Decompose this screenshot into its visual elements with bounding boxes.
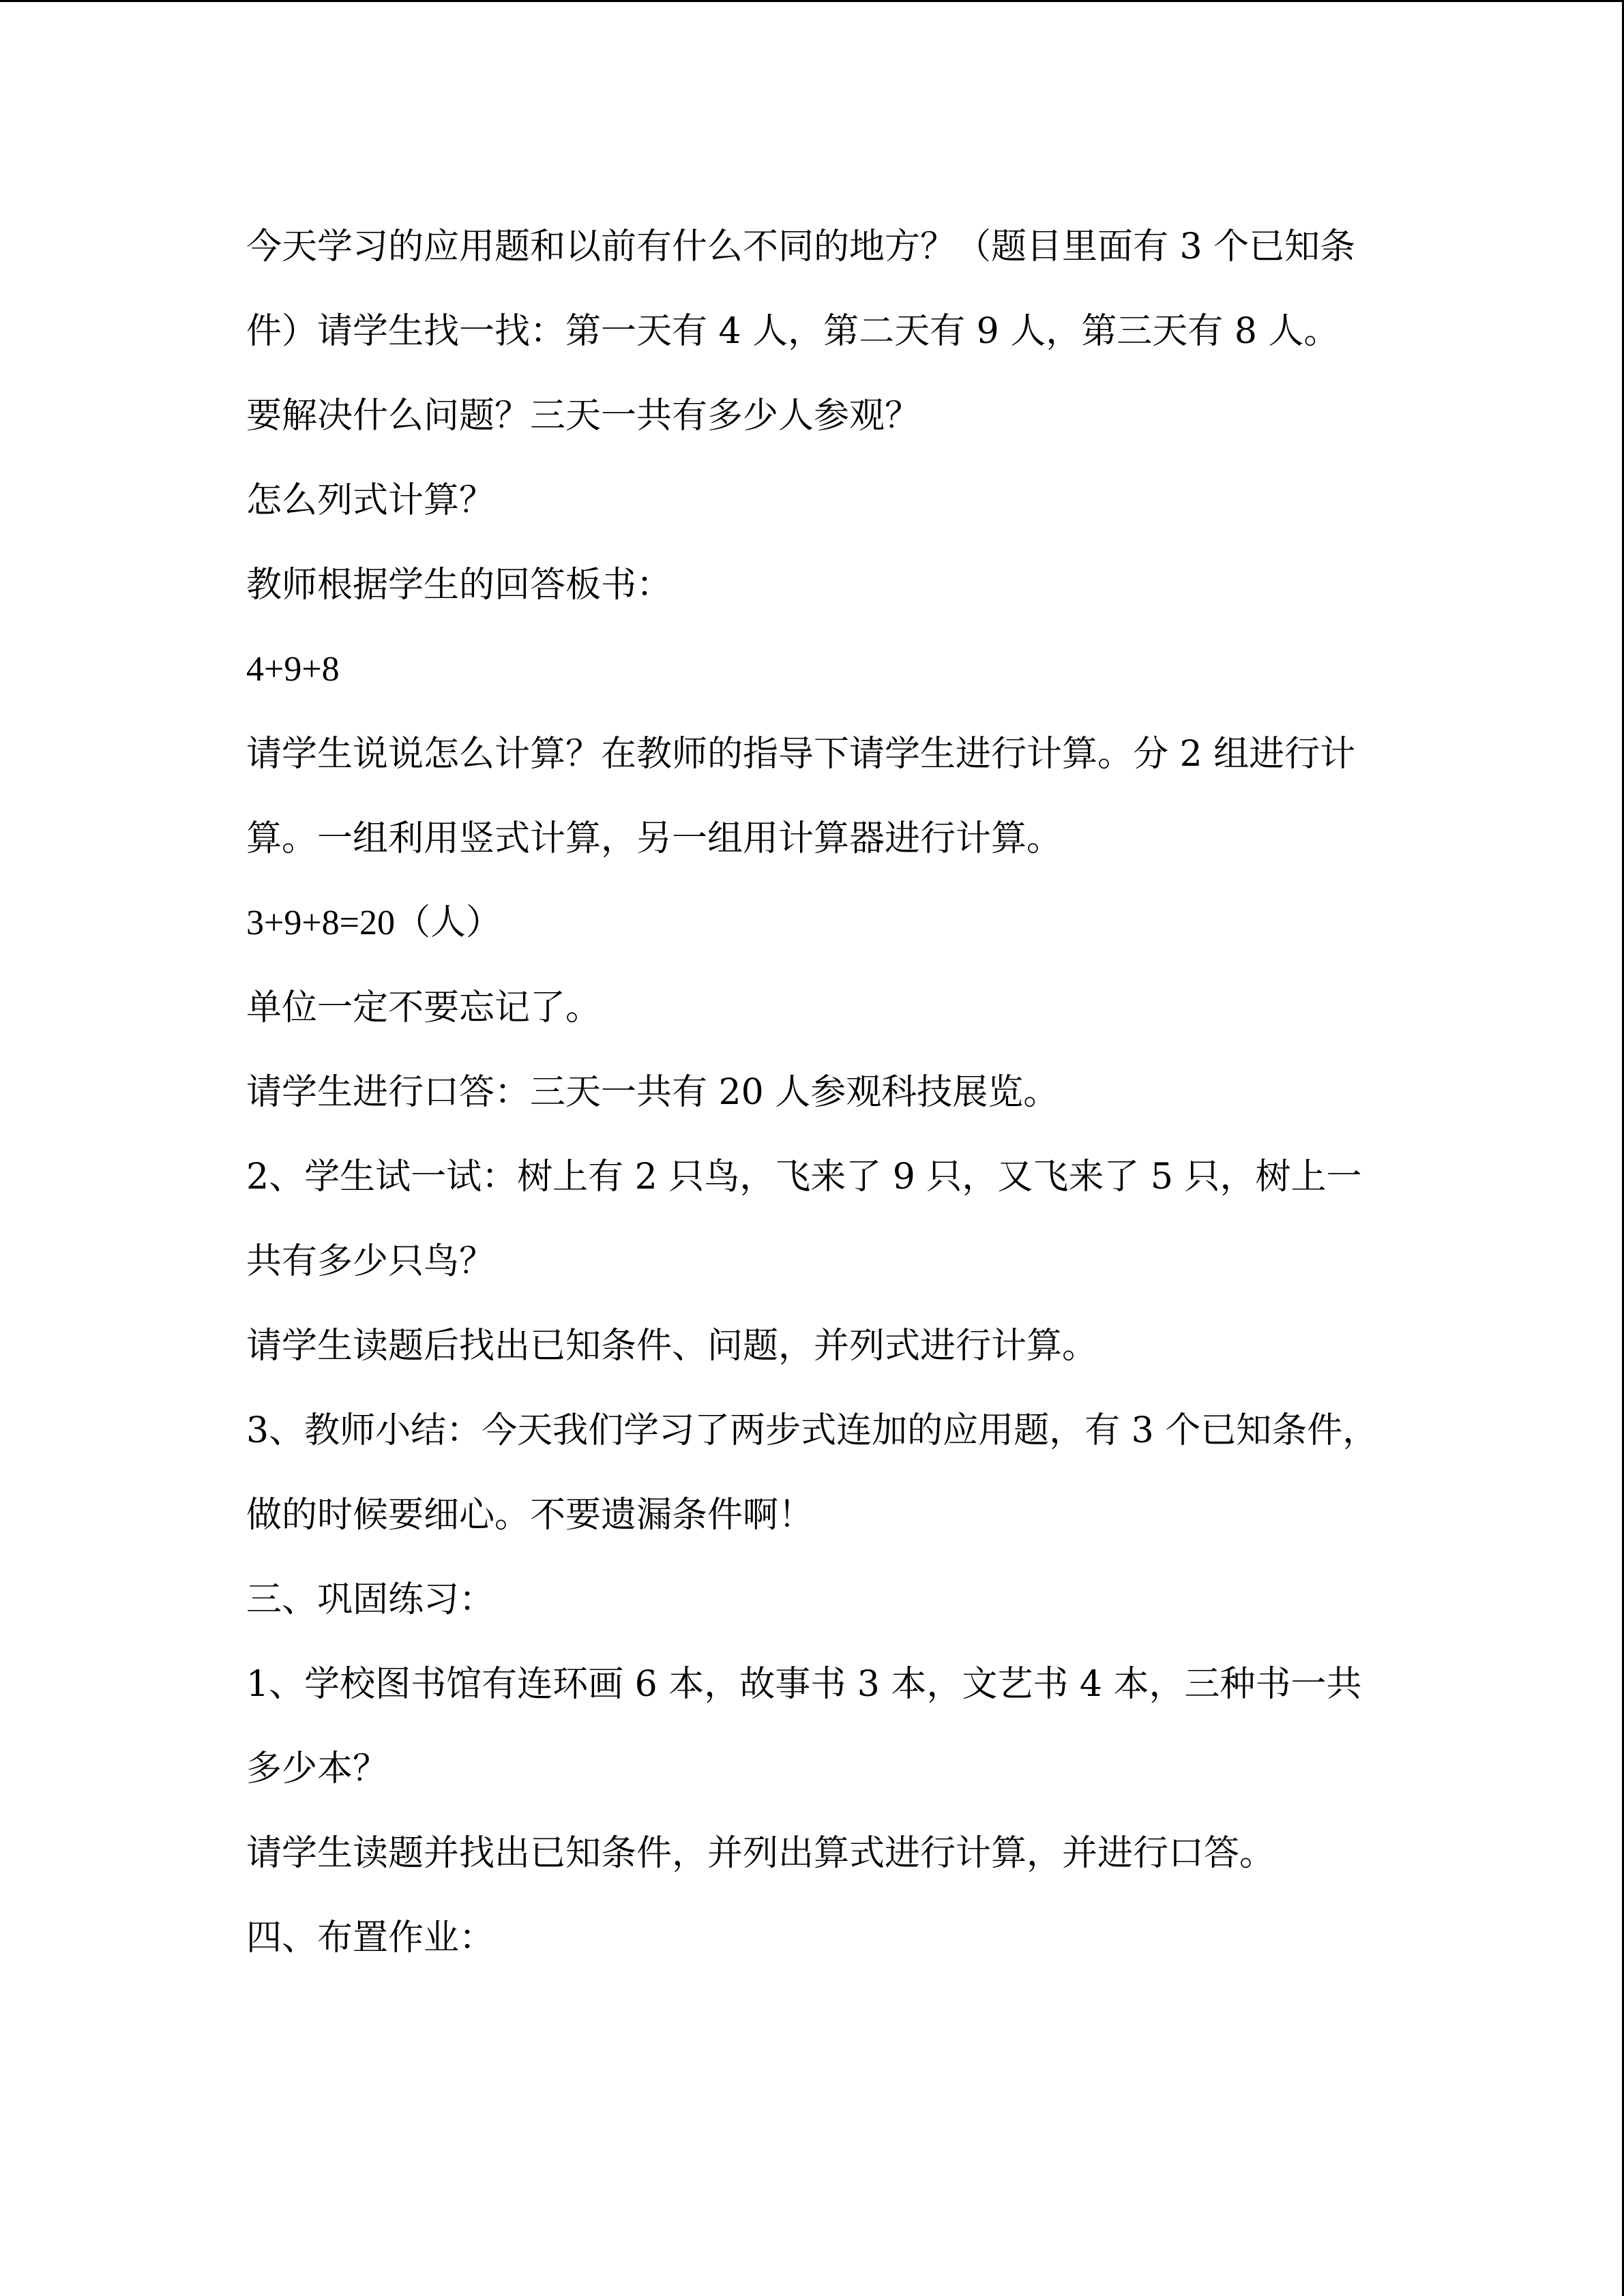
paragraph-oral-answer: 请学生进行口答：三天一共有 20 人参观科技展览。 bbox=[246, 1072, 1059, 1113]
paragraph-library-books: 1、学校图书馆有连环画 6 本，故事书 3 本，文艺书 4 本，三种书一共多少本？ bbox=[246, 1664, 1362, 1789]
paragraph-read-and-answer: 请学生读题并找出已知条件，并列出算式进行计算，并进行口答。 bbox=[246, 1833, 1275, 1874]
paragraph-how-to-calculate: 怎么列式计算？ bbox=[246, 480, 495, 521]
paragraph-unit-reminder: 单位一定不要忘记了。 bbox=[246, 987, 602, 1028]
paragraph-what-problem: 要解决什么问题？三天一共有多少人参观？ bbox=[246, 396, 921, 436]
paragraph-teacher-writes: 教师根据学生的回答板书： bbox=[246, 565, 673, 606]
paragraph-group-calculation: 请学生说说怎么计算？在教师的指导下请学生进行计算。分 2 组进行计算。一组利用竖式计算，另一组用计算器进行计算。 bbox=[246, 734, 1356, 859]
paragraph-teacher-summary: 3、教师小结：今天我们学习了两步式连加的应用题，有 3 个已知条件，做的时候要细心。不要遗漏条件啊！ bbox=[246, 1410, 1378, 1536]
heading-assign-homework: 四、布置作业： bbox=[246, 1918, 495, 1958]
formula-sum-result: 3+9+8=20（人） bbox=[246, 904, 501, 942]
paragraph-compare-question: 今天学习的应用题和以前有什么不同的地方？（题目里面有 3 个已知条件）请学生找一找：第一天有 4 人，第二天有 9 人，第三天有 8 人。 bbox=[246, 226, 1356, 352]
document-body bbox=[246, 205, 1378, 1980]
heading-consolidation-practice: 三、巩固练习： bbox=[246, 1579, 495, 1620]
paragraph-try-it-birds: 2、学生试一试：树上有 2 只鸟，飞来了 9 只，又飞来了 5 只，树上一共有多少只鸟？ bbox=[246, 1157, 1362, 1282]
formula-sum-expression: 4+9+8 bbox=[246, 650, 340, 689]
page-top-border bbox=[0, 0, 1624, 2]
paragraph-find-conditions: 请学生读题后找出已知条件、问题，并列式进行计算。 bbox=[246, 1326, 1098, 1367]
